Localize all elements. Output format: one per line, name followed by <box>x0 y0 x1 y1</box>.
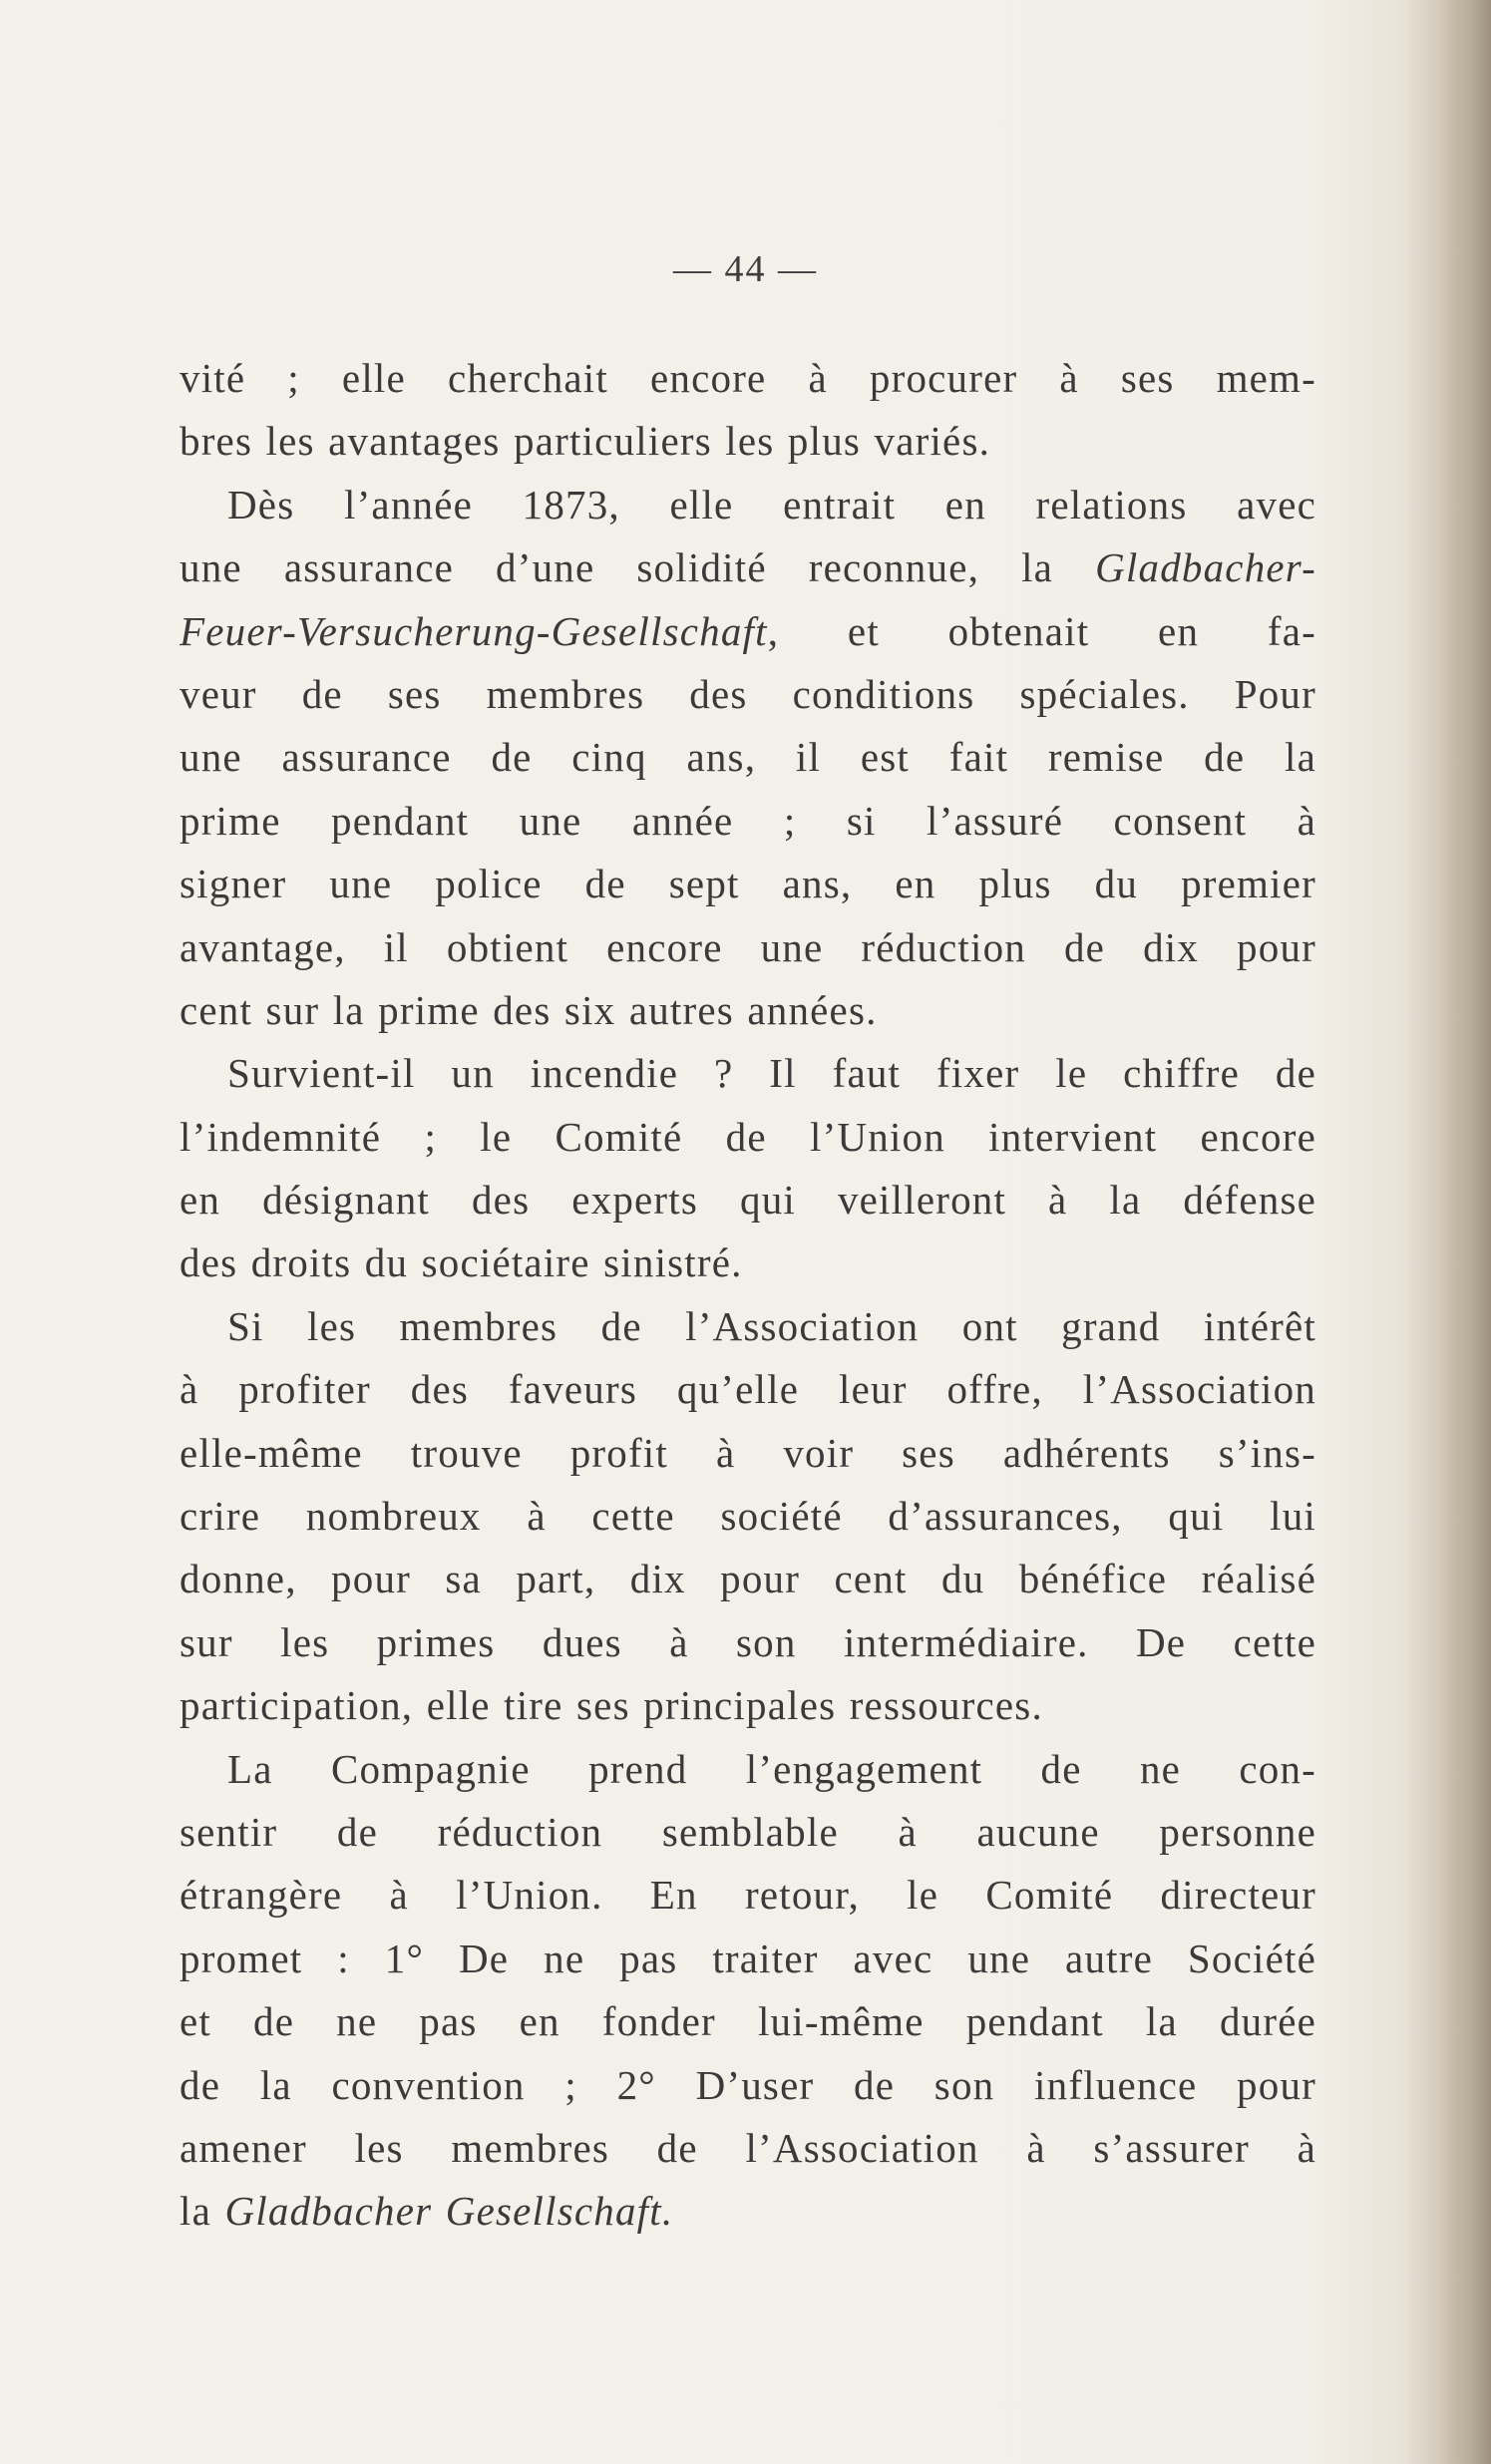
text-line <box>180 347 1316 410</box>
text-line <box>180 2180 1316 2243</box>
text-line <box>180 1422 1316 1485</box>
text-line <box>180 1990 1316 2053</box>
italic-text: Feuer-Versucherung-Gesellschaft <box>180 607 768 654</box>
text-line <box>180 1674 1316 1737</box>
text-line <box>180 2054 1316 2117</box>
text-segment: l’indemnité ; le Comité de l’Union intervient encore <box>180 1113 1316 1160</box>
text-segment: , et obtenait en fa- <box>767 607 1316 654</box>
text-line <box>180 1928 1316 1990</box>
text-segment: sur les primes dues à son intermédiaire. De cette <box>180 1618 1316 1665</box>
text-line <box>180 1738 1316 1801</box>
text-segment: sentir de réduction semblable à aucune personne <box>180 1808 1316 1855</box>
text-segment: signer une police de sept ans, en plus du premier <box>180 861 1316 907</box>
text-segment: à profiter des faveurs qu’elle leur offre, l’Association <box>180 1366 1316 1413</box>
italic-text: Gladbacher Gesellschaft. <box>224 2188 674 2235</box>
text-segment: vité ; elle cherchait encore à procurer à ses mem- <box>180 355 1316 401</box>
text-line <box>180 1169 1316 1232</box>
text-line <box>180 1548 1316 1610</box>
text-segment: la <box>180 2188 225 2235</box>
text-line <box>180 726 1316 789</box>
text-segment: elle-même trouve profit à voir ses adhérents s’ins- <box>180 1429 1316 1476</box>
text-segment: de la convention ; 2° D’user de son influence pour <box>180 2061 1316 2108</box>
page-edge-shadow <box>1443 0 1491 2464</box>
text-line <box>180 1232 1316 1294</box>
text-line <box>180 979 1316 1042</box>
text-line <box>180 1295 1316 1358</box>
text-segment: une assurance d’une solidité reconnue, la <box>180 544 1096 591</box>
text-line <box>180 536 1316 599</box>
text-line <box>180 853 1316 915</box>
page-number: — 44 — <box>673 248 818 290</box>
text-segment: amener les membres de l’Association à s’assurer à <box>180 2124 1316 2171</box>
text-line <box>180 600 1316 663</box>
text-line <box>180 916 1316 979</box>
text-segment: Dès l’année 1873, elle entrait en relations avec <box>227 481 1316 528</box>
text-segment: prime pendant une année ; si l’assuré consent à <box>180 797 1316 844</box>
text-segment: crire nombreux à cette société d’assurances, qui lui <box>180 1493 1316 1540</box>
text-line <box>180 663 1316 726</box>
body-text <box>180 347 1316 2244</box>
text-segment: des droits du sociétaire sinistré. <box>180 1239 743 1286</box>
text-line <box>180 790 1316 853</box>
text-line <box>180 1611 1316 1674</box>
text-line <box>180 2117 1316 2180</box>
text-line <box>180 1801 1316 1864</box>
text-segment: et de ne pas en fonder lui-même pendant la durée <box>180 1998 1316 2045</box>
text-line <box>180 474 1316 536</box>
text-line <box>180 1864 1316 1927</box>
text-segment: donne, pour sa part, dix pour cent du bénéfice réalisé <box>180 1556 1316 1602</box>
text-segment: en désignant des experts qui veilleront à la défense <box>180 1177 1316 1224</box>
text-segment: bres les avantages particuliers les plus variés. <box>180 418 991 465</box>
text-line <box>180 1106 1316 1169</box>
text-segment: cent sur la prime des six autres années. <box>180 986 878 1033</box>
text-line <box>180 410 1316 473</box>
text-segment: participation, elle tire ses principales ressources. <box>180 1682 1043 1729</box>
text-segment: La Compagnie prend l’engagement de ne con- <box>227 1745 1316 1792</box>
text-segment: une assurance de cinq ans, il est fait remise de la <box>180 734 1316 781</box>
italic-text: Gladbacher- <box>1095 544 1316 591</box>
text-line <box>180 1042 1316 1105</box>
text-line <box>180 1485 1316 1548</box>
text-segment: avantage, il obtient encore une réduction de dix pour <box>180 923 1316 970</box>
text-line <box>180 1358 1316 1421</box>
text-segment: veur de ses membres des conditions spéciales. Pour <box>180 670 1316 717</box>
text-segment: étrangère à l’Union. En retour, le Comité directeur <box>180 1872 1316 1919</box>
text-segment: Survient-il un incendie ? Il faut fixer le chiffre de <box>227 1050 1316 1097</box>
text-segment: Si les membres de l’Association ont grand intérêt <box>227 1302 1316 1349</box>
text-segment: promet : 1° De ne pas traiter avec une autre Société <box>180 1935 1316 1981</box>
